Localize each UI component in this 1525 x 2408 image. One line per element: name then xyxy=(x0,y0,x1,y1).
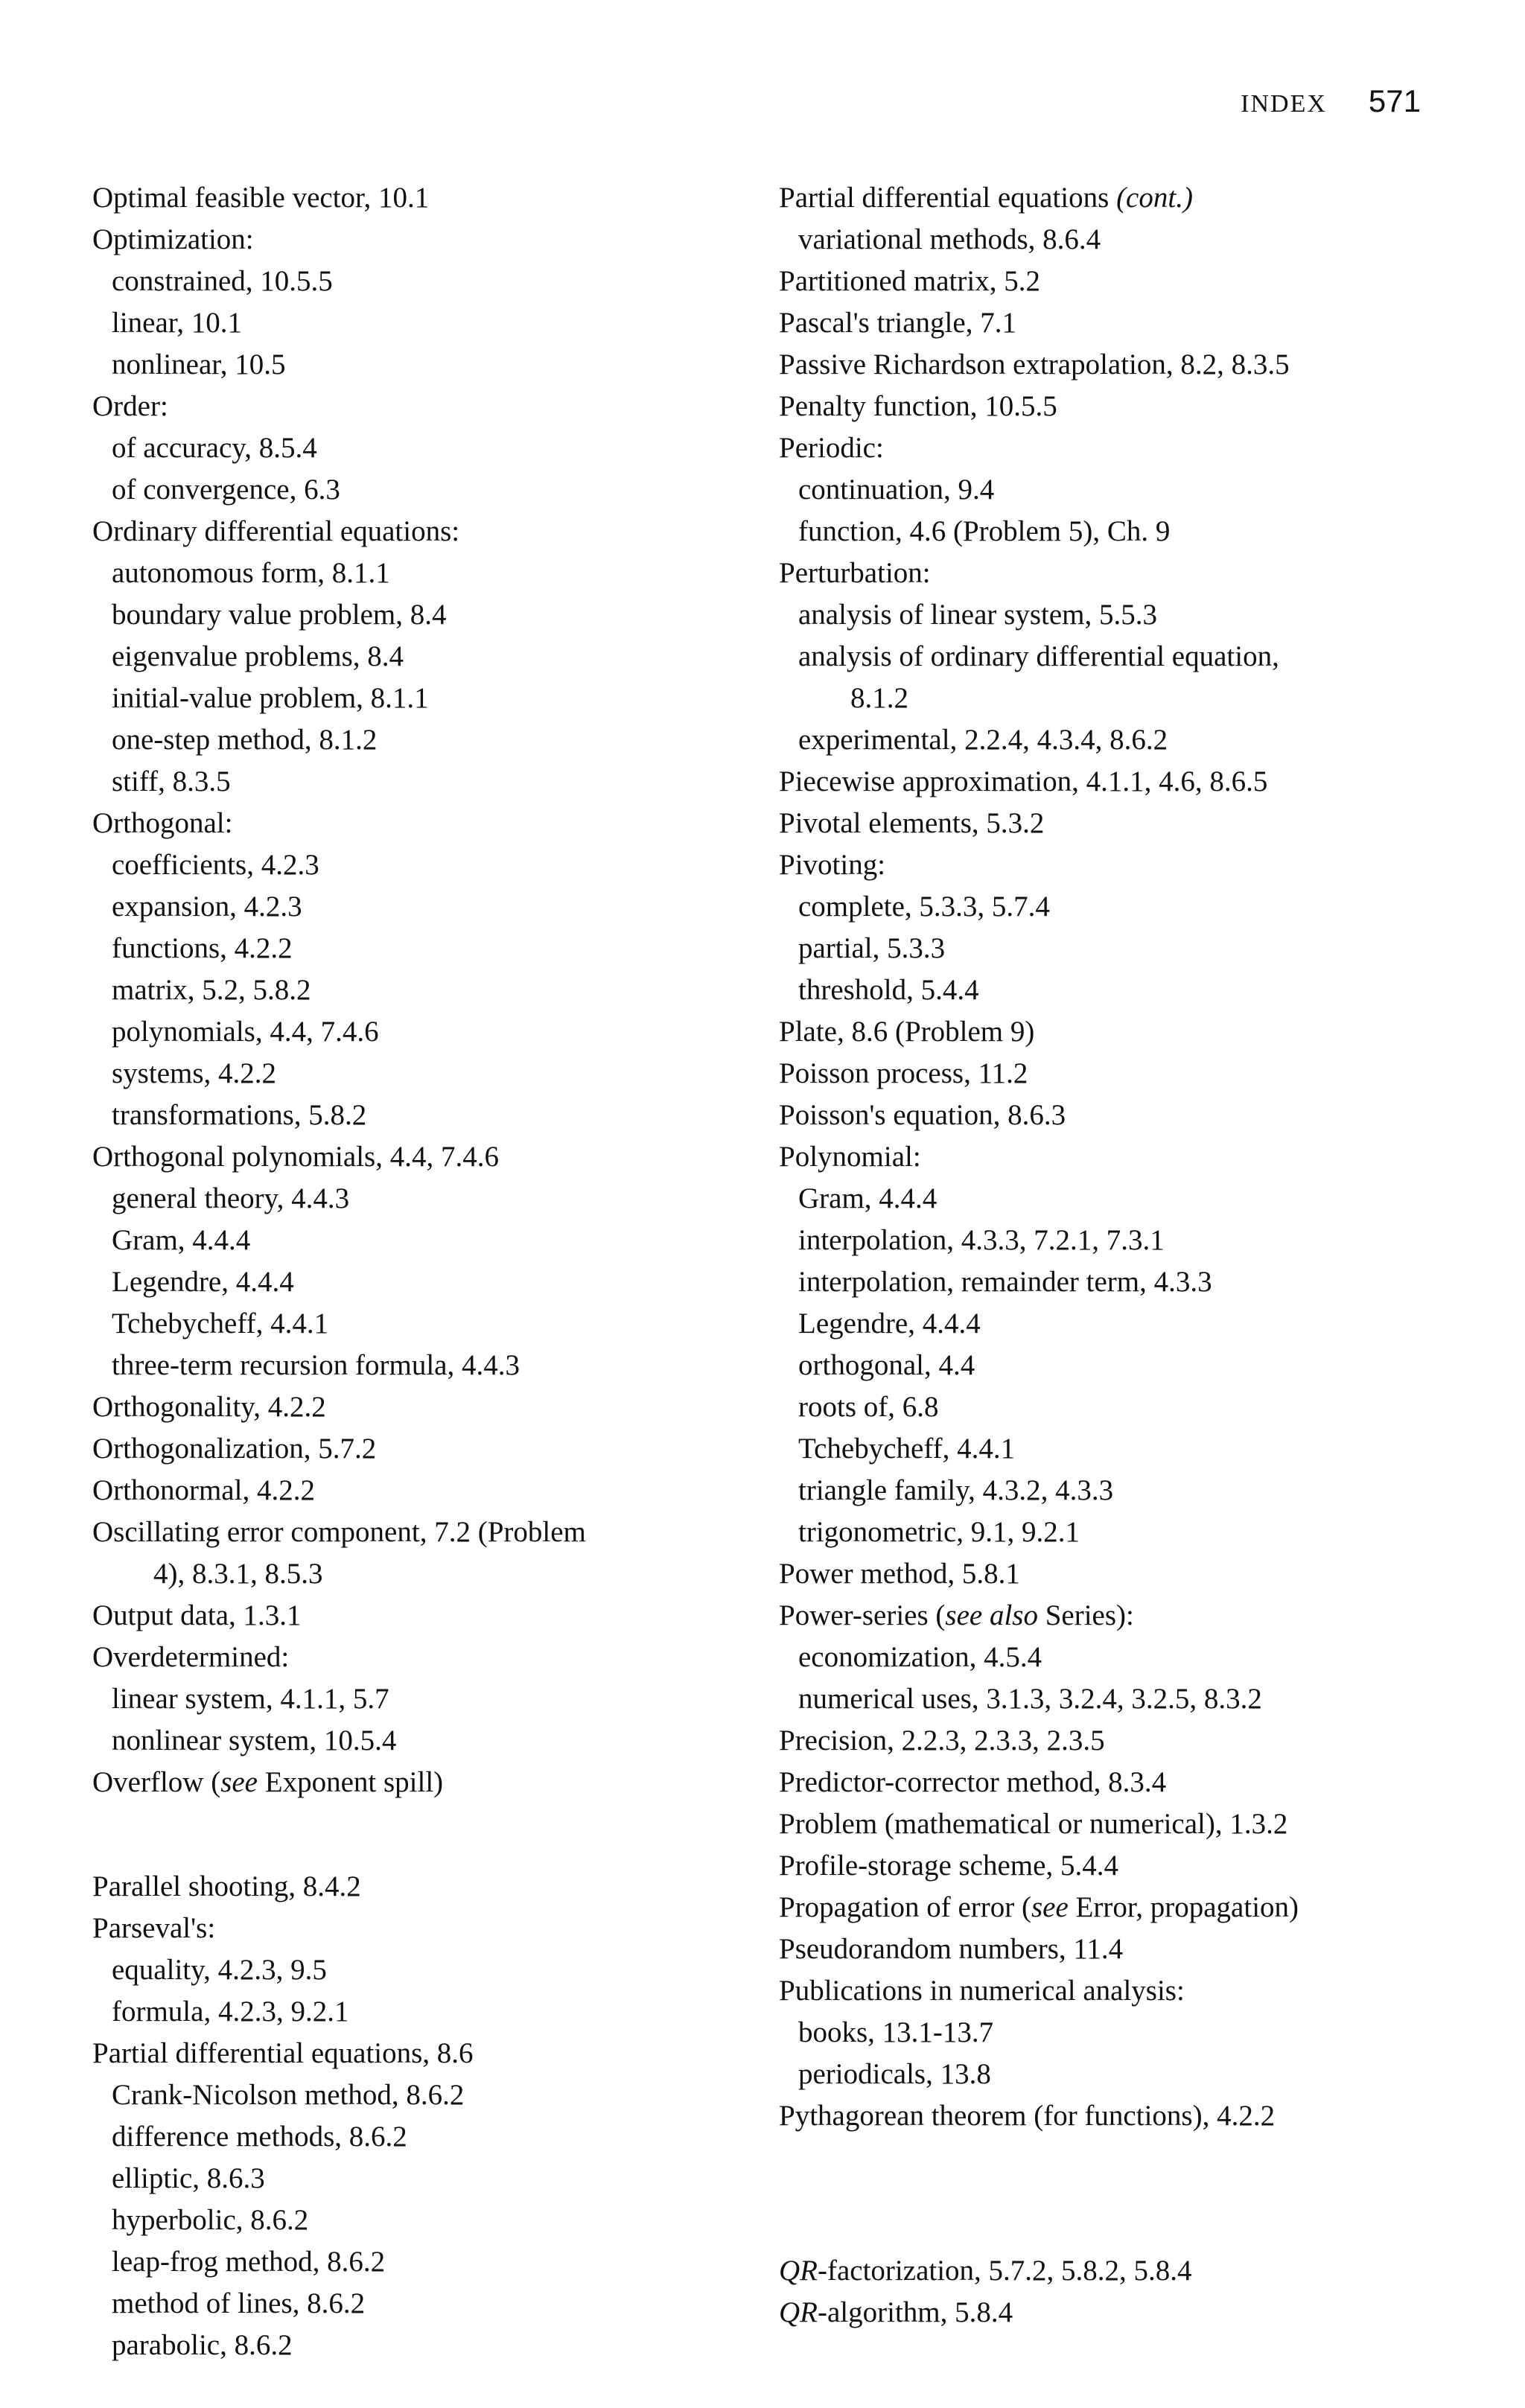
entry-italic-text: (cont.) xyxy=(1116,182,1193,214)
index-subentry: experimental, 2.2.4, 4.3.4, 8.6.2 xyxy=(798,724,1168,756)
index-entry: Profile-storage scheme, 5.4.4 xyxy=(779,1850,1118,1882)
index-entry: Orthogonal polynomials, 4.4, 7.4.6 xyxy=(92,1141,499,1173)
index-subentry: Legendre, 4.4.4 xyxy=(798,1307,981,1340)
index-subentry: interpolation, 4.3.3, 7.2.1, 7.3.1 xyxy=(798,1224,1165,1256)
index-subentry: three-term recursion formula, 4.4.3 xyxy=(112,1349,520,1381)
index-subentry: initial-value problem, 8.1.1 xyxy=(112,682,429,714)
entry-text: Exponent spill) xyxy=(258,1766,444,1798)
index-column-left xyxy=(92,177,748,2366)
index-subentry: one-step method, 8.1.2 xyxy=(112,724,378,756)
index-entry: Output data, 1.3.1 xyxy=(92,1599,302,1631)
index-subentry: autonomous form, 8.1.1 xyxy=(112,557,390,589)
index-entry: Periodic: xyxy=(779,432,884,464)
index-entry: Partitioned matrix, 5.2 xyxy=(779,265,1040,297)
index-entry: Parseval's: xyxy=(92,1912,216,1944)
index-subentry: orthogonal, 4.4 xyxy=(798,1349,975,1381)
index-subentry-continuation: 8.1.2 xyxy=(850,682,908,714)
entry-text: -algorithm, 5.8.4 xyxy=(818,2296,1013,2328)
index-entry: Oscillating error component, 7.2 (Problem xyxy=(92,1516,586,1548)
index-entry xyxy=(779,1595,1449,1637)
index-subentry: expansion, 4.2.3 xyxy=(112,891,302,923)
index-entry: Passive Richardson extrapolation, 8.2, 8.3.5 xyxy=(779,348,1290,380)
index-entry: Publications in numerical analysis: xyxy=(779,1975,1185,2007)
index-subentry: Crank-Nicolson method, 8.6.2 xyxy=(112,2079,465,2111)
index-subentry: triangle family, 4.3.2, 4.3.3 xyxy=(798,1474,1114,1506)
index-entry xyxy=(779,2292,1449,2334)
index-subentry: periodicals, 13.8 xyxy=(798,2058,991,2090)
index-entry: Pivoting: xyxy=(779,849,886,881)
entry-text: Error, propagation) xyxy=(1068,1891,1299,1923)
index-entry: Perturbation: xyxy=(779,557,931,589)
index-subentry: partial, 5.3.3 xyxy=(798,932,946,964)
index-subentry: equality, 4.2.3, 9.5 xyxy=(112,1954,327,1986)
index-entry: Pivotal elements, 5.3.2 xyxy=(779,807,1045,839)
index-subentry: Tchebycheff, 4.4.1 xyxy=(798,1433,1016,1465)
index-subentry: Gram, 4.4.4 xyxy=(798,1182,937,1214)
index-subentry: elliptic, 8.6.3 xyxy=(112,2162,265,2194)
index-entry: Polynomial: xyxy=(779,1141,921,1173)
index-subentry: books, 13.1-13.7 xyxy=(798,2016,994,2048)
index-subentry: method of lines, 8.6.2 xyxy=(112,2287,366,2319)
index-entry: Plate, 8.6 (Problem 9) xyxy=(779,1016,1035,1048)
entry-italic-text: see xyxy=(220,1766,258,1798)
index-entry: Penalty function, 10.5.5 xyxy=(779,390,1057,422)
index-entry: Optimization: xyxy=(92,223,254,255)
index-entry: Predictor-corrector method, 8.3.4 xyxy=(779,1766,1167,1798)
index-entry xyxy=(779,1887,1449,1928)
index-entry: Orthogonal: xyxy=(92,807,233,839)
index-entry xyxy=(779,2250,1449,2292)
index-subentry: Legendre, 4.4.4 xyxy=(112,1266,294,1298)
index-entry: Pseudorandom numbers, 11.4 xyxy=(779,1933,1124,1965)
index-entry: Parallel shooting, 8.4.2 xyxy=(92,1870,361,1902)
index-subentry: analysis of linear system, 5.5.3 xyxy=(798,599,1157,631)
running-head: INDEX xyxy=(1241,90,1327,118)
index-subentry: threshold, 5.4.4 xyxy=(798,974,979,1006)
entry-text: Overflow ( xyxy=(92,1766,221,1798)
index-entry: Problem (mathematical or numerical), 1.3.2 xyxy=(779,1808,1288,1840)
entry-text: Power-series ( xyxy=(779,1599,946,1631)
index-subentry: polynomials, 4.4, 7.4.6 xyxy=(112,1016,379,1048)
index-entry: Pythagorean theorem (for functions), 4.2.2 xyxy=(779,2100,1276,2132)
index-entry: Orthonormal, 4.2.2 xyxy=(92,1474,315,1506)
index-subentry: leap-frog method, 8.6.2 xyxy=(112,2246,386,2278)
index-subentry: hyperbolic, 8.6.2 xyxy=(112,2204,309,2236)
index-subentry: formula, 4.2.3, 9.2.1 xyxy=(112,1995,349,2028)
index-subentry: trigonometric, 9.1, 9.2.1 xyxy=(798,1516,1080,1548)
index-entry: Pascal's triangle, 7.1 xyxy=(779,307,1016,339)
index-subentry: numerical uses, 3.1.3, 3.2.4, 3.2.5, 8.3.2 xyxy=(798,1683,1262,1715)
index-column-right xyxy=(779,177,1449,2334)
entry-text: Partial differential equations xyxy=(779,182,1117,214)
index-subentry: Gram, 4.4.4 xyxy=(112,1224,251,1256)
index-subentry: function, 4.6 (Problem 5), Ch. 9 xyxy=(798,515,1171,547)
index-subentry: linear system, 4.1.1, 5.7 xyxy=(112,1683,389,1715)
index-subentry: linear, 10.1 xyxy=(112,307,242,339)
index-subentry: coefficients, 4.2.3 xyxy=(112,849,319,881)
index-entry: Power method, 5.8.1 xyxy=(779,1558,1020,1590)
index-entry: Poisson process, 11.2 xyxy=(779,1057,1028,1089)
index-entry xyxy=(92,1762,748,1803)
index-subentry: complete, 5.3.3, 5.7.4 xyxy=(798,891,1050,923)
page-number: 571 xyxy=(1368,83,1421,118)
index-entry: Partial differential equations, 8.6 xyxy=(92,2037,474,2069)
page-header xyxy=(1241,83,1421,119)
entry-text: Series): xyxy=(1037,1599,1134,1631)
entry-text: -factorization, 5.7.2, 5.8.2, 5.8.4 xyxy=(818,2255,1192,2287)
index-entry: Optimal feasible vector, 10.1 xyxy=(92,182,430,214)
index-entry: Overdetermined: xyxy=(92,1641,290,1673)
index-subentry: constrained, 10.5.5 xyxy=(112,265,333,297)
index-subentry: parabolic, 8.6.2 xyxy=(112,2329,293,2361)
index-entry: Poisson's equation, 8.6.3 xyxy=(779,1099,1066,1131)
entry-italic-text: see also xyxy=(945,1599,1038,1631)
index-subentry: nonlinear system, 10.5.4 xyxy=(112,1724,397,1756)
index-subentry: of accuracy, 8.5.4 xyxy=(112,432,317,464)
index-subentry: boundary value problem, 8.4 xyxy=(112,599,447,631)
index-subentry: of convergence, 6.3 xyxy=(112,474,340,506)
index-entry-continuation: 4), 8.3.1, 8.5.3 xyxy=(153,1558,323,1590)
index-subentry: stiff, 8.3.5 xyxy=(112,765,231,797)
index-entry xyxy=(779,177,1449,219)
index-entry: Order: xyxy=(92,390,168,422)
index-subentry: economization, 4.5.4 xyxy=(798,1641,1042,1673)
index-subentry: general theory, 4.4.3 xyxy=(112,1182,350,1214)
index-subentry: Tchebycheff, 4.4.1 xyxy=(112,1307,329,1340)
index-entry: Piecewise approximation, 4.1.1, 4.6, 8.6.5 xyxy=(779,765,1268,797)
index-entry: Precision, 2.2.3, 2.3.3, 2.3.5 xyxy=(779,1724,1105,1756)
index-entry: Orthogonality, 4.2.2 xyxy=(92,1391,326,1423)
index-entry: Orthogonalization, 5.7.2 xyxy=(92,1433,377,1465)
entry-italic-text: QR xyxy=(779,2255,818,2287)
index-subentry: eigenvalue problems, 8.4 xyxy=(112,640,404,672)
index-subentry: difference methods, 8.6.2 xyxy=(112,2121,407,2153)
index-subentry: roots of, 6.8 xyxy=(798,1391,939,1423)
index-subentry: matrix, 5.2, 5.8.2 xyxy=(112,974,311,1006)
index-subentry: functions, 4.2.2 xyxy=(112,932,293,964)
entry-italic-text: see xyxy=(1031,1891,1069,1923)
index-subentry: nonlinear, 10.5 xyxy=(112,348,286,380)
index-subentry: variational methods, 8.6.4 xyxy=(798,223,1101,255)
section-spacer xyxy=(779,2137,1449,2250)
section-spacer xyxy=(92,1803,748,1866)
index-subentry: transformations, 5.8.2 xyxy=(112,1099,367,1131)
index-subentry: continuation, 9.4 xyxy=(798,474,995,506)
index-subentry: interpolation, remainder term, 4.3.3 xyxy=(798,1266,1212,1298)
index-entry: Ordinary differential equations: xyxy=(92,515,460,547)
index-subentry: systems, 4.2.2 xyxy=(112,1057,277,1089)
entry-text: Propagation of error ( xyxy=(779,1891,1031,1923)
index-subentry: analysis of ordinary differential equation, xyxy=(798,640,1279,672)
entry-italic-text: QR xyxy=(779,2296,818,2328)
